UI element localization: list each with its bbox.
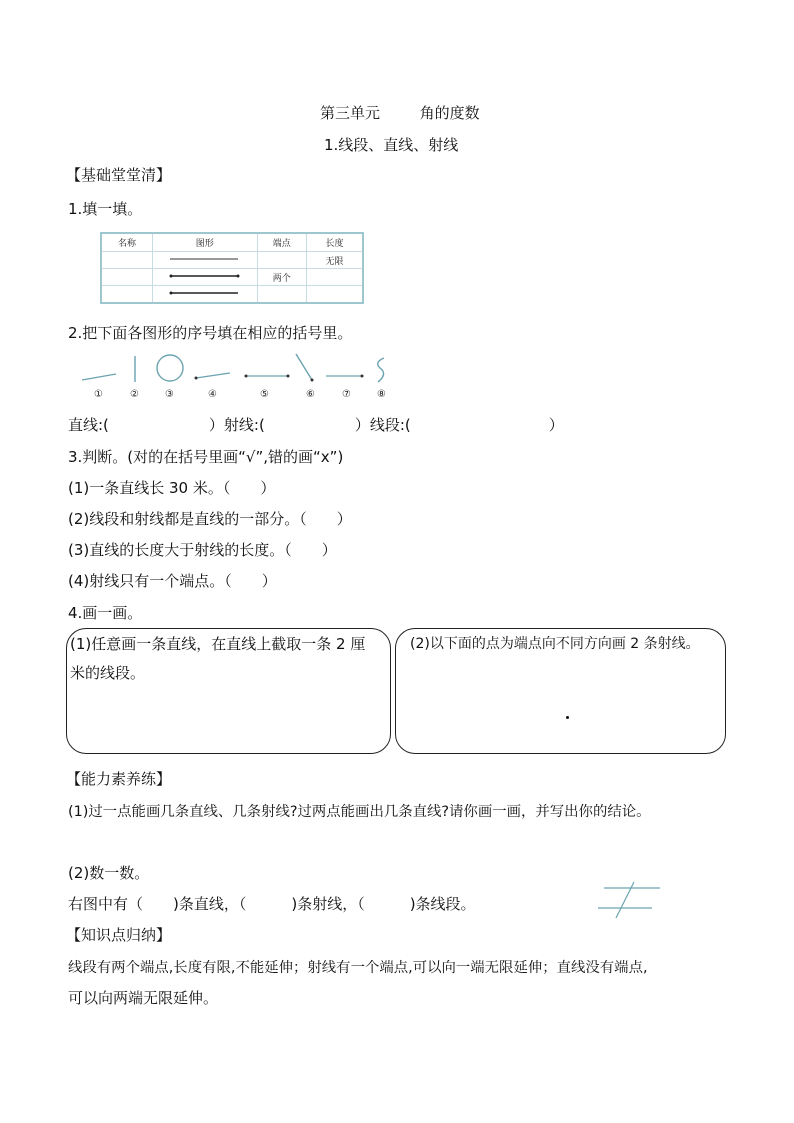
ability-q2-text[interactable]: 右图中有（ )条直线，（ )条射线，（ )条线段。 <box>68 895 476 913</box>
figure-label-8: ⑧ <box>377 389 386 400</box>
cell-endpoints[interactable] <box>257 252 307 269</box>
summary-line-1: 线段有两个端点,长度有限,不能延伸；射线有一个端点,可以向一端无限延伸；直线没有端点, <box>68 960 648 976</box>
ability-q2-title: (2)数一数。 <box>68 864 150 882</box>
table-row <box>101 286 363 304</box>
figure-7-endpoint <box>361 375 364 378</box>
straight-line-figure <box>170 256 240 262</box>
cell-figure-line <box>152 252 257 269</box>
cell-length: 无限 <box>307 252 363 269</box>
q3-item-4[interactable]: (4)射线只有一个端点。（ ） <box>68 572 277 590</box>
section-summary-heading: 【知识点归纳】 <box>66 926 172 944</box>
figure-4-ray <box>196 373 230 378</box>
ability-q1: (1)过一点能画几条直线、几条射线?过两点能画出几条直线?请你画一画，并写出你的结论。 <box>68 804 651 820</box>
fill-in-table <box>100 232 364 304</box>
cell-figure-ray <box>152 286 257 304</box>
summary-line-2: 可以向两端无限延伸。 <box>68 989 219 1007</box>
table-row <box>101 269 363 286</box>
header-endpoints: 端点 <box>257 233 307 252</box>
table-row <box>101 252 363 269</box>
q1-prompt: 1.填一填。 <box>68 200 143 218</box>
q2-answer-line <box>68 414 564 435</box>
figure-label-4: ④ <box>208 389 217 400</box>
task1-text-line1: (1)任意画一条直线，在直线上截取一条 2 厘 <box>70 635 366 653</box>
header-figure: 图形 <box>152 233 257 252</box>
ray-answer-label: ）射线:( <box>208 416 265 434</box>
figure-label-2: ② <box>130 389 139 400</box>
cell-figure-segment <box>152 269 257 286</box>
figure-5-endpoint-b <box>287 375 290 378</box>
figure-label-3: ③ <box>165 389 174 400</box>
cell-name[interactable] <box>101 252 152 269</box>
header-length: 长度 <box>307 233 363 252</box>
section-basic-heading: 【基础堂堂清】 <box>66 166 172 184</box>
segment-answer-label: ）线段:( <box>354 416 411 434</box>
unit-number: 第三单元 <box>320 104 381 122</box>
q3-prompt: 3.判断。(对的在括号里画“√”,错的画“x”) <box>68 448 344 466</box>
figure-label-7: ⑦ <box>342 389 351 400</box>
ray-figure <box>170 290 240 296</box>
cell-endpoints: 两个 <box>257 269 307 286</box>
endpoint-dot <box>566 716 569 719</box>
lesson-title: 1.线段、直线、射线 <box>324 136 459 154</box>
count-figure <box>596 880 666 920</box>
cell-length[interactable] <box>307 269 363 286</box>
line-answer-label: 直线:( <box>68 416 109 434</box>
figure-4-endpoint <box>195 377 198 380</box>
cell-name[interactable] <box>101 286 152 304</box>
figure-label-6: ⑥ <box>306 389 315 400</box>
task2-text: (2)以下面的点为端点向不同方向画 2 条射线。 <box>410 636 700 652</box>
figure-label-1: ① <box>94 389 103 400</box>
unit-title <box>320 102 480 123</box>
table-header-row <box>101 233 363 252</box>
q3-item-1[interactable]: (1)一条直线长 30 米。（ ） <box>68 479 276 497</box>
figure-6-ray <box>296 354 312 380</box>
cell-name[interactable] <box>101 269 152 286</box>
task1-text-line2: 米的线段。 <box>70 664 146 682</box>
q2-prompt: 2.把下面各图形的序号填在相应的括号里。 <box>68 324 353 342</box>
section-ability-heading: 【能力素养练】 <box>66 770 172 788</box>
cell-length[interactable] <box>307 286 363 304</box>
q3-item-2[interactable]: (2)线段和射线都是直线的一部分。（ ） <box>68 510 352 528</box>
figure-5-endpoint-a <box>245 375 248 378</box>
segment-figure <box>170 273 240 279</box>
header-name: 名称 <box>101 233 152 252</box>
q4-prompt: 4.画一画。 <box>68 604 143 622</box>
figure-1-line <box>82 374 116 380</box>
figure-8-curve <box>378 358 384 382</box>
segment-answer-close: ） <box>548 416 564 434</box>
cell-endpoints[interactable] <box>257 286 307 304</box>
q3-item-3[interactable]: (3)直线的长度大于射线的长度。（ ） <box>68 541 337 559</box>
unit-name: 角的度数 <box>419 104 480 122</box>
q2-figures <box>78 352 398 402</box>
figure-label-5: ⑤ <box>260 389 269 400</box>
figure-3-circle <box>157 355 183 381</box>
figure-6-endpoint <box>311 379 314 382</box>
